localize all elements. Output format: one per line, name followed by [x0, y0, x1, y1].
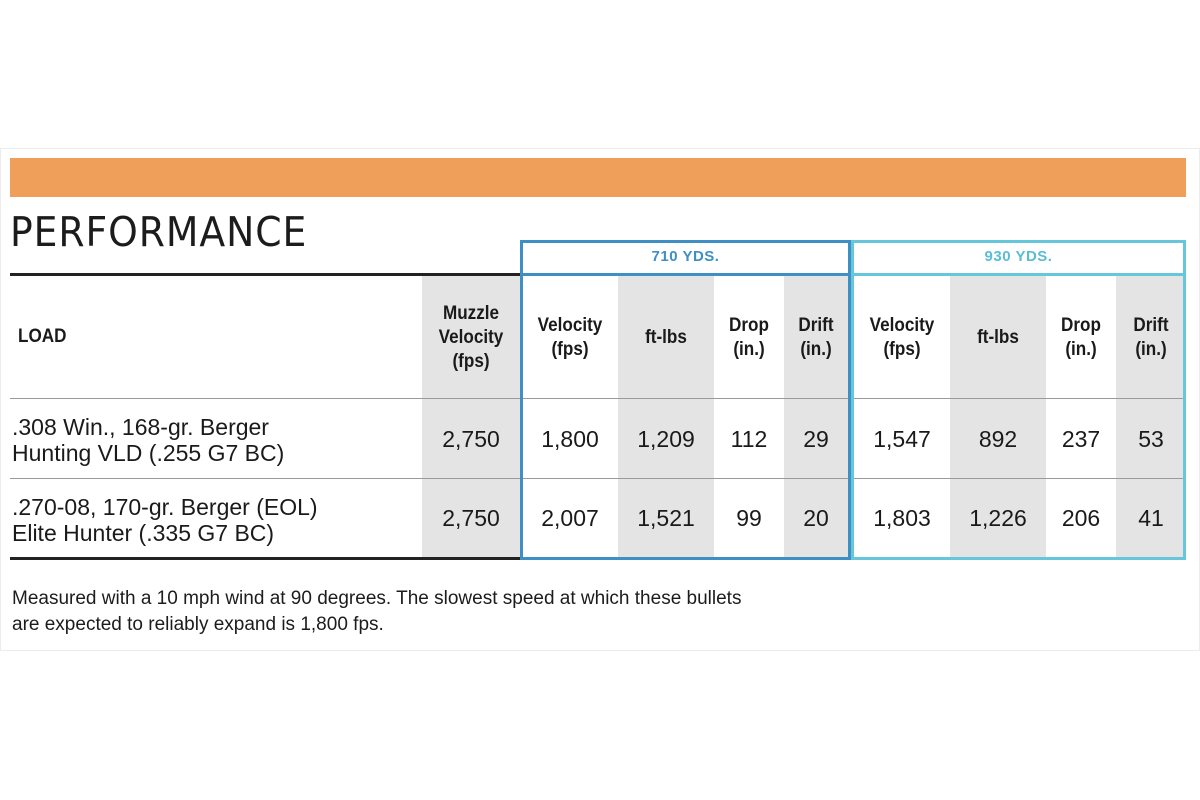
row-1-load: [12, 414, 284, 466]
row-1-drop-930: 237: [1061, 425, 1101, 452]
header-muzzle-line: Velocity: [438, 327, 504, 348]
header-velocity-line: (fps): [883, 339, 921, 360]
row-2-load-line1: .270-08, 170-gr. Berger (EOL): [12, 494, 318, 520]
row-1-velocity-710: 1,800: [541, 425, 599, 452]
header-velocity-710: [527, 280, 613, 396]
row-1-muzzle: 2,750: [442, 425, 500, 452]
row-1-load-line2: Hunting VLD (.255 G7 BC): [12, 440, 285, 466]
group-label-930: 930 YDS.: [984, 248, 1053, 265]
row-2-velocity-930: 1,803: [873, 504, 931, 531]
header-drift-line: (in.): [800, 339, 832, 360]
row-2-drop-710: 99: [736, 504, 762, 531]
row-2-drop-930: 206: [1061, 504, 1101, 531]
header-drift-930: [1120, 280, 1183, 396]
row-2-load: [12, 494, 318, 546]
footnote-line1: Measured with a 10 mph wind at 90 degrees. The slowest speed at which these bullets: [12, 588, 742, 609]
row-2-ftlbs-930: 1,226: [969, 504, 1027, 531]
row-2-ftlbs-710: 1,521: [637, 504, 695, 531]
table-title: PERFORMANCE: [10, 208, 308, 256]
header-ftlbs-930: ft-lbs: [977, 327, 1019, 348]
group-label-divider-710: [520, 273, 851, 276]
row-2-drift-710: 20: [803, 504, 829, 531]
header-load: LOAD: [18, 326, 67, 347]
accent-bar: [10, 158, 1186, 197]
header-muzzle-line: (fps): [452, 351, 490, 372]
row-2-muzzle: 2,750: [442, 504, 500, 531]
row-2-velocity-710: 2,007: [541, 504, 599, 531]
group-label-710: 710 YDS.: [651, 248, 720, 265]
row-2-load-line2: Elite Hunter (.335 G7 BC): [12, 520, 275, 546]
header-muzzle-line: Muzzle: [442, 303, 500, 324]
header-velocity-line: (fps): [551, 339, 589, 360]
header-velocity-930: [859, 280, 945, 396]
row-2-drift-930: 41: [1138, 504, 1164, 531]
row-1-ftlbs-930: 892: [978, 425, 1018, 452]
header-drift-710: [787, 280, 845, 396]
header-drift-line: Drift: [1133, 315, 1169, 336]
row-1-drift-930: 53: [1138, 425, 1164, 452]
row-1-velocity-930: 1,547: [873, 425, 931, 452]
header-velocity-line: Velocity: [869, 315, 935, 336]
header-drift-line: (in.): [1135, 339, 1167, 360]
group-label-divider-930: [851, 273, 1186, 276]
header-drop-line: Drop: [729, 315, 769, 336]
row-1-drift-710: 29: [803, 425, 829, 452]
header-drop-line: (in.): [1065, 339, 1097, 360]
row-1-ftlbs-710: 1,209: [637, 425, 695, 452]
footnote: [12, 586, 741, 638]
header-drop-line: Drop: [1061, 315, 1101, 336]
header-drift-line: Drift: [798, 315, 834, 336]
row-1-drop-710: 112: [730, 425, 768, 452]
footnote-line2: are expected to reliably expand is 1,800 fps.: [12, 614, 384, 635]
row-1-load-line1: .308 Win., 168-gr. Berger: [12, 414, 269, 440]
header-drop-line: (in.): [733, 339, 765, 360]
header-velocity-line: Velocity: [537, 315, 603, 336]
header-ftlbs-710: ft-lbs: [645, 327, 687, 348]
header-drop-930: [1050, 280, 1113, 396]
header-muzzle-velocity: [427, 280, 515, 396]
header-drop-710: [718, 280, 781, 396]
